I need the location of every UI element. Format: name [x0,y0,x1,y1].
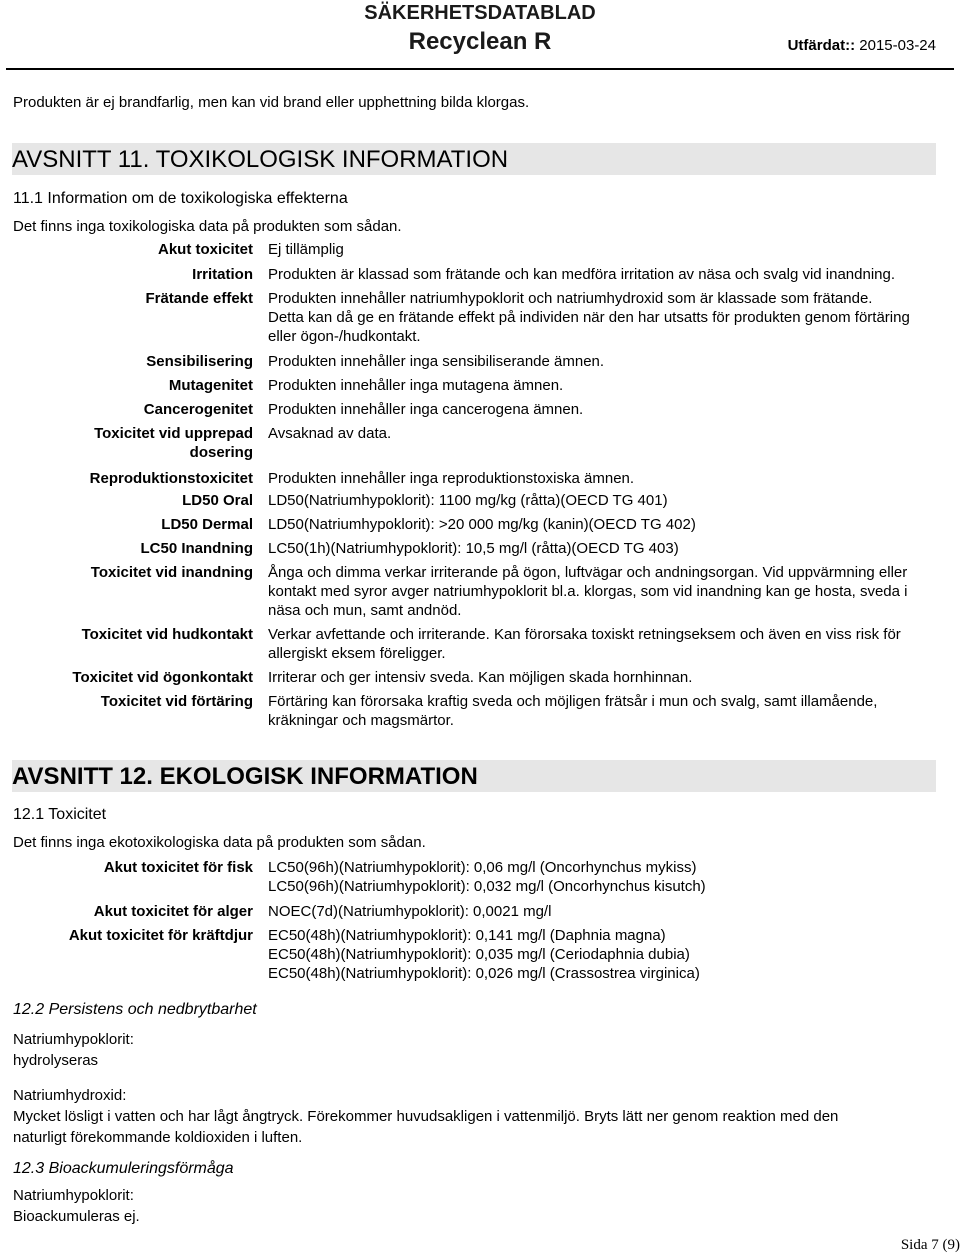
document-title: SÄKERHETSDATABLAD [364,2,596,24]
row-label [53,352,253,371]
row-value [268,902,948,921]
row-value [268,424,948,443]
row-label-line: Akut toxicitet för alger [93,903,253,920]
row-value [268,376,948,395]
row-value-line: Produkten innehåller inga cancerogena ämnen. [268,401,584,418]
page-number: Sida 7 (9) [900,1237,960,1253]
row-label-line: Frätande effekt [145,290,253,307]
row-label-line: Mutagenitet [168,377,253,394]
row-value-line: Förtäring kan förorsaka kraftig sveda och möjligen frätsår i mun och svalg, samt illamående, [268,693,878,710]
row-value [268,515,948,534]
section-12-3-subtitle: 12.3 Bioackumuleringsförmåga [13,1160,234,1177]
product-name: Recyclean R [408,28,552,55]
row-value-line: Produkten innehåller inga mutagena ämnen. [268,377,564,394]
section-12-2-subtitle: 12.2 Persistens och nedbrytbarhet [13,1001,257,1018]
row-value [268,858,948,896]
intro-text: Produkten är ej brandfarlig, men kan vid brand eller upphettning bilda klorgas. [13,94,530,111]
row-value [268,563,948,620]
issued-value: 2015-03-24 [859,37,936,54]
row-value-line: LD50(Natriumhypoklorit): >20 000 mg/kg (kanin)(OECD TG 402) [268,516,696,533]
bioacc-line: Bioackumuleras ej. [13,1208,140,1225]
row-value-line: eller ögon-/hudkontakt. [268,328,421,345]
section-11-header [12,143,936,175]
row-value-line: EC50(48h)(Natriumhypoklorit): 0,026 mg/l (Crassostrea virginica) [268,965,700,982]
persistence-hydroxide [13,1085,838,1148]
row-label [53,376,253,395]
persistence-line: Mycket lösligt i vatten och har lågt ångtryck. Förekommer huvudsakligen i vattenmiljö. Bryts lätt ner genom reaktion med den [13,1108,839,1125]
row-label-line: Toxicitet vid inandning [90,564,253,581]
bioaccumulation [13,1185,140,1227]
row-label [53,424,253,462]
row-value-line: Avsaknad av data. [268,425,392,442]
row-value-line: Ej tillämplig [268,241,344,258]
row-label-line: Akut toxicitet för fisk [103,859,253,876]
row-label-line: Irritation [192,266,253,283]
row-label [53,926,253,945]
row-label-line: Cancerogenitet [143,401,253,418]
row-label [53,400,253,419]
section-12-header [12,760,936,792]
row-label-line: Akut toxicitet för kräftdjur [68,927,253,944]
persistence-line: Natriumhypoklorit: [13,1031,134,1048]
persistence-line: hydrolyseras [13,1052,99,1069]
row-label [53,491,253,510]
row-value-line: LD50(Natriumhypoklorit): 1100 mg/kg (råtta)(OECD TG 401) [268,492,668,509]
row-value-line: Produkten innehåller inga sensibiliserande ämnen. [268,353,605,370]
row-label-line: Toxicitet vid förtäring [100,693,253,710]
persistence-line: Natriumhydroxid: [13,1087,127,1104]
bioacc-line: Natriumhypoklorit: [13,1187,134,1204]
row-value-line: EC50(48h)(Natriumhypoklorit): 0,035 mg/l (Ceriodaphnia dubia) [268,946,690,963]
row-value [268,240,948,259]
row-value-line: allergiskt eksem föreligger. [268,645,446,662]
row-label [53,469,253,488]
row-label [53,692,253,711]
row-label [53,625,253,644]
row-value-line: Detta kan då ge en frätande effekt på individen när den har utsatts för produkten genom förtäring [268,309,910,326]
row-label-line: Toxicitet vid hudkontakt [81,626,253,643]
row-value [268,692,948,730]
row-value-line: NOEC(7d)(Natriumhypoklorit): 0,0021 mg/l [268,903,552,920]
row-label [53,240,253,259]
row-value [268,265,948,284]
row-value-line: Verkar avfettande och irriterande. Kan förorsaka toxiskt retningseksem och även en viss risk för [268,626,901,643]
row-label-line: LC50 Inandning [140,540,253,557]
row-value [268,625,948,663]
row-value [268,352,948,371]
row-value-line: kontakt med syror avger natriumhypoklorit bl.a. klorgas, som vid inandning kan ge hosta, sveda i [268,583,908,600]
row-value [268,400,948,419]
row-label [53,515,253,534]
row-label-line: LD50 Oral [182,492,253,509]
row-label [53,858,253,877]
row-value [268,491,948,510]
row-label-line: LD50 Dermal [161,516,253,533]
row-label-line: Akut toxicitet [157,241,253,258]
row-value-line: Produkten innehåller natriumhypoklorit och natriumhydroxid som är klassade som frätande. [268,290,873,307]
row-label-line: Toxicitet vid upprepad [94,425,253,442]
row-label [53,563,253,582]
section-11-title: AVSNITT 11. TOXIKOLOGISK INFORMATION [12,146,509,173]
section-12-title: AVSNITT 12. EKOLOGISK INFORMATION [12,763,478,790]
row-label [53,902,253,921]
row-label [53,668,253,687]
row-value [268,469,948,488]
header-divider [6,68,954,70]
section-11-1-subtitle: 11.1 Information om de toxikologiska effekterna [13,190,348,207]
row-value [268,539,948,558]
row-value-line: Ånga och dimma verkar irriterande på ögon, luftvägar och andningsorgan. Vid uppvärmning eller [268,564,908,581]
issued-date [788,37,936,54]
persistence-hypochlorite [13,1029,134,1071]
issued-label: Utfärdat:: [787,37,856,54]
row-value-line: kräkningar och magsmärtor. [268,712,454,729]
row-value [268,668,948,687]
row-label [53,265,253,284]
section-11-note: Det finns inga toxikologiska data på produkten som sådan. [13,218,402,235]
row-value-line: EC50(48h)(Natriumhypoklorit): 0,141 mg/l (Daphnia magna) [268,927,666,944]
row-label-line: dosering [189,444,253,461]
row-value-line: LC50(1h)(Natriumhypoklorit): 10,5 mg/l (råtta)(OECD TG 403) [268,540,679,557]
row-label [53,289,253,308]
row-value-line: Irriterar och ger intensiv sveda. Kan möjligen skada hornhinnan. [268,669,693,686]
row-value-line: LC50(96h)(Natriumhypoklorit): 0,032 mg/l (Oncorhynchus kisutch) [268,878,706,895]
row-value-line: Produkten innehåller inga reproduktionstoxiska ämnen. [268,470,635,487]
row-label [53,539,253,558]
row-label-line: Sensibilisering [146,353,253,370]
persistence-line: naturligt förekommande koldioxiden i luften. [13,1129,303,1146]
row-value-line: näsa och mun, samt andnöd. [268,602,462,619]
row-value-line: Produkten är klassad som frätande och kan medföra irritation av näsa och svalg vid inandning. [268,266,896,283]
row-value [268,926,948,983]
row-label-line: Reproduktionstoxicitet [89,470,253,487]
row-value-line: LC50(96h)(Natriumhypoklorit): 0,06 mg/l (Oncorhynchus mykiss) [268,859,697,876]
row-value [268,289,948,346]
section-12-note: Det finns inga ekotoxikologiska data på produkten som sådan. [13,834,426,851]
row-label-line: Toxicitet vid ögonkontakt [72,669,253,686]
section-12-1-subtitle: 12.1 Toxicitet [13,806,107,823]
